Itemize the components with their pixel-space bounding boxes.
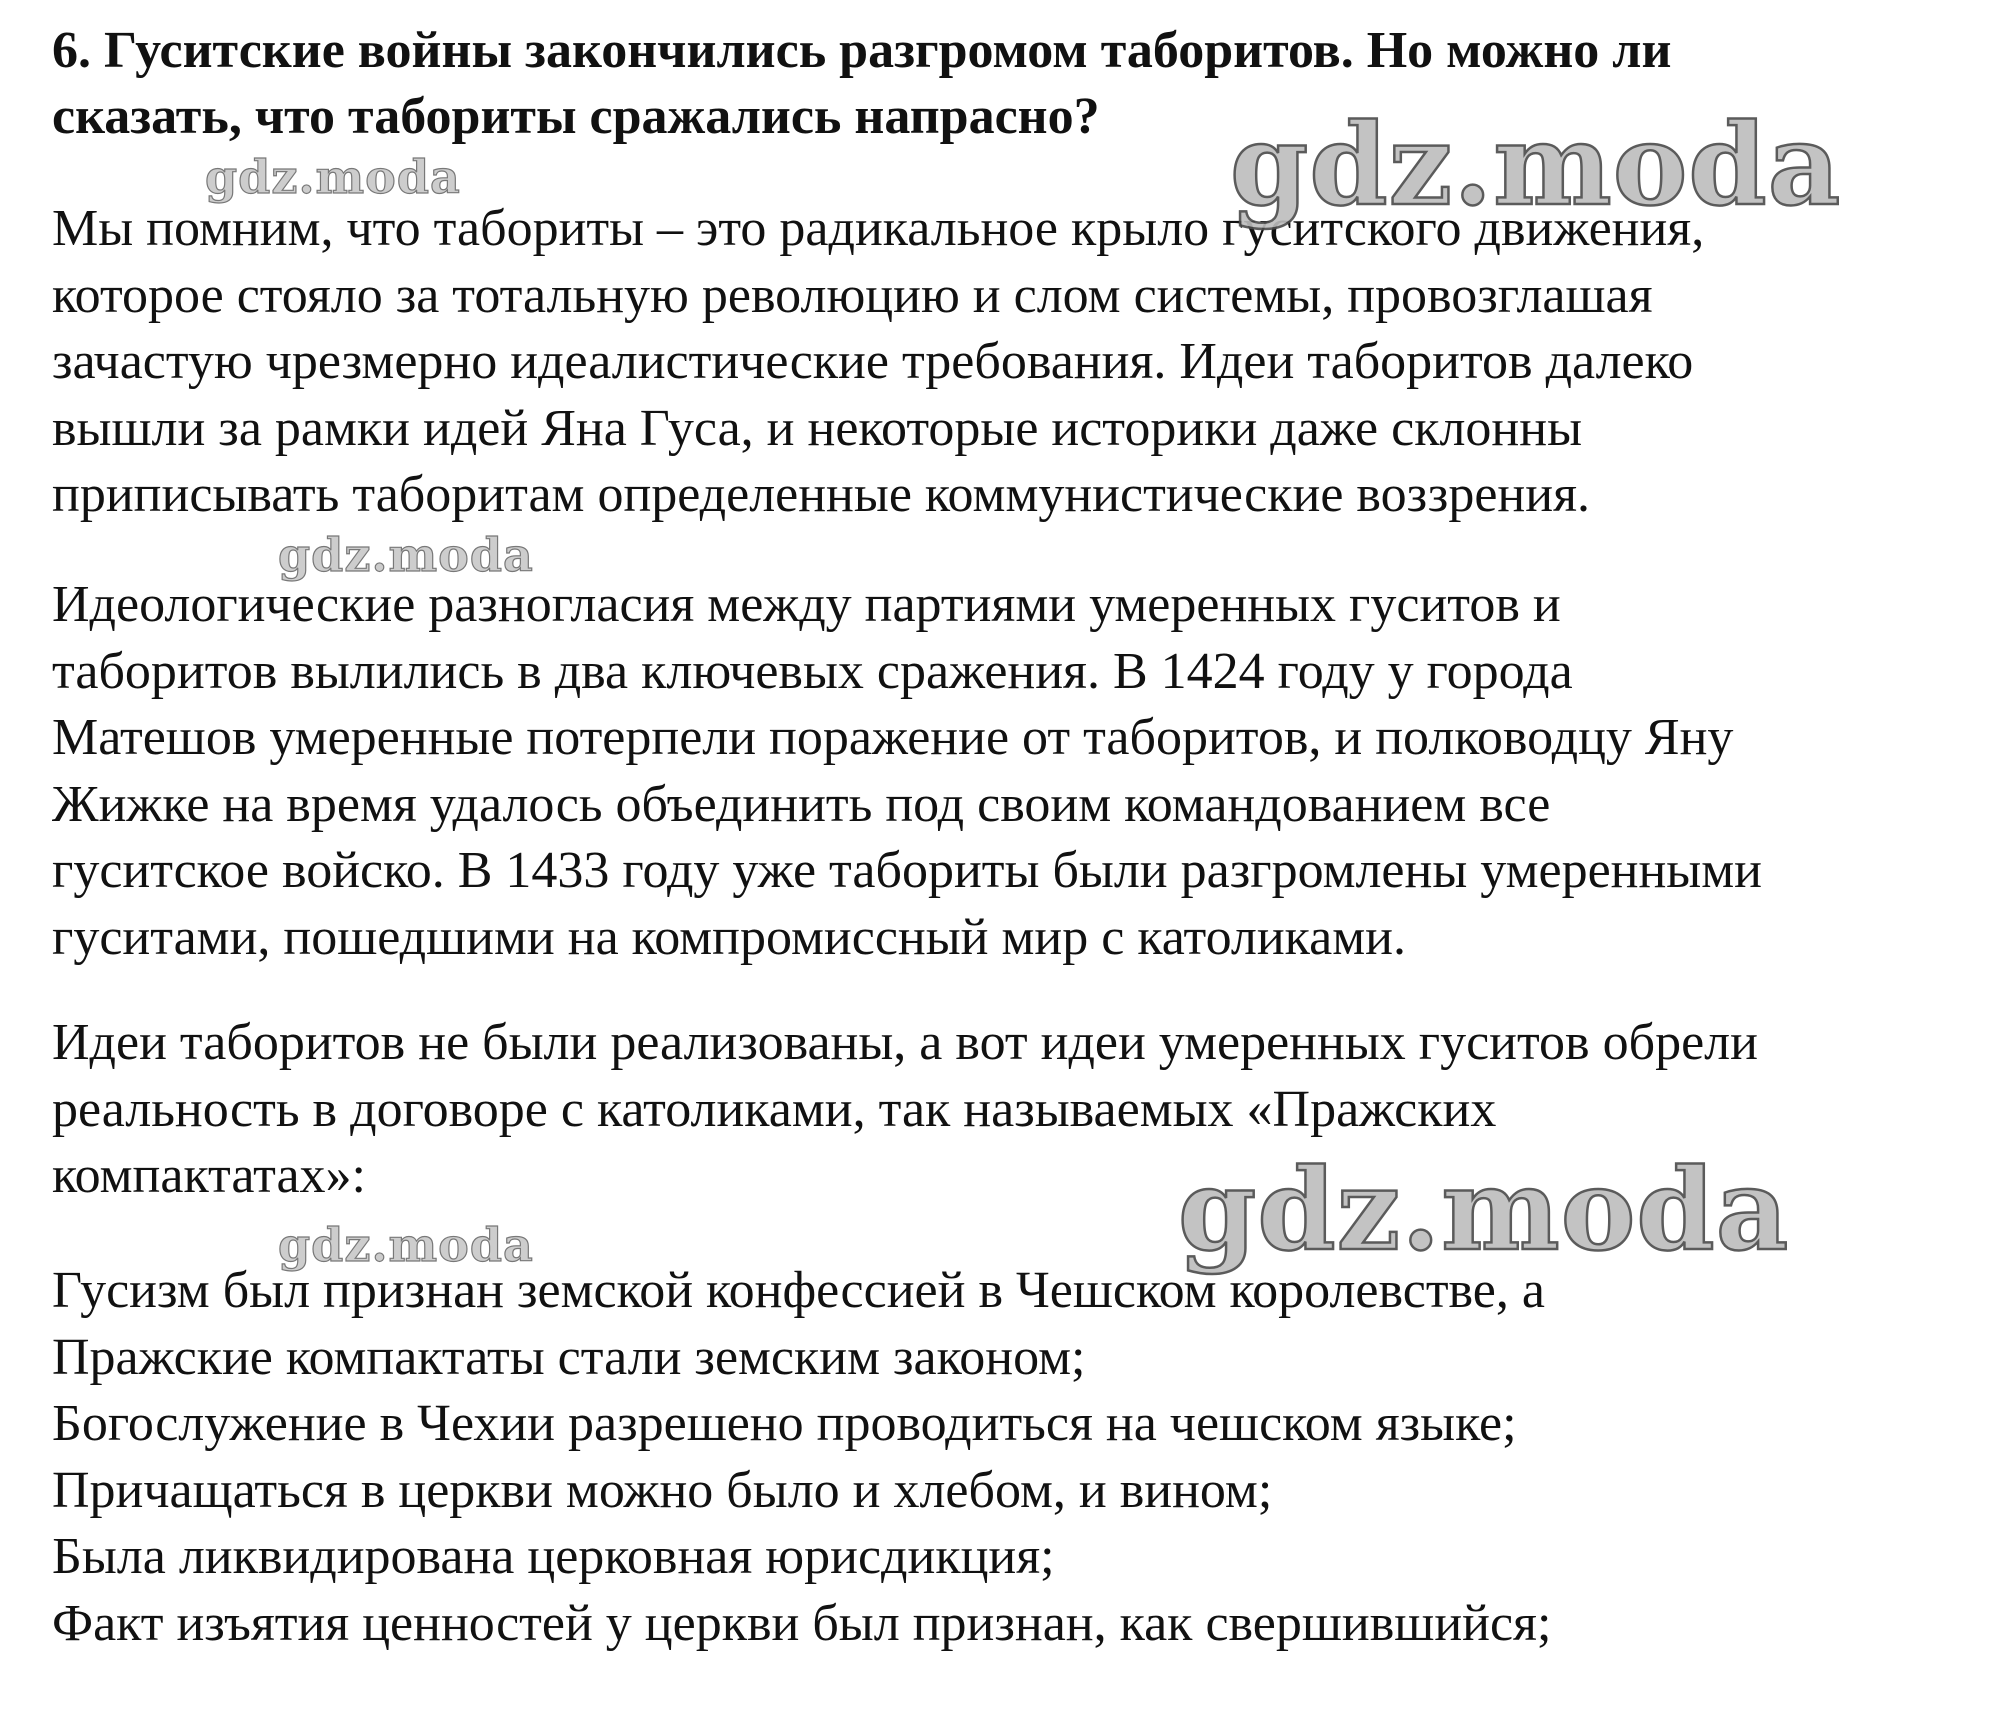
list-line: Была ликвидирована церковная юрисдикция; [52, 1528, 1055, 1585]
list-line: Причащаться в церкви можно было и хлебом, и вином; [52, 1461, 1273, 1519]
watermark-logo: gdz.moda [1230, 100, 1842, 231]
text-line: Идеи таборитов не были реализованы, а вот идеи умеренных гуситов обрели [52, 1014, 1758, 1071]
watermark-logo: gdz.moda [278, 528, 534, 582]
watermark-logo: gdz.moda [1178, 1145, 1790, 1276]
heading-line-1: 6. Гуситские войны закончились разгромом таборитов. Но можно ли [52, 22, 1672, 79]
paragraph-taborites-description [52, 196, 2002, 529]
heading-line-2: сказать, что табориты сражались напрасно? [52, 88, 1100, 145]
paragraph-compacts-list [52, 1258, 2002, 1657]
text-line: Мы помним, что табориты – это радикальное крыло гуситского движения, [52, 200, 1705, 257]
text-line: Идеологические разногласия между партиями умеренных гуситов и [52, 576, 1561, 633]
text-line: гуситское войско. В 1433 году уже табориты были разгромлены умеренными [52, 842, 1762, 899]
list-line: Гусизм был признан земской конфессией в Чешском королевстве, а [52, 1262, 1545, 1319]
text-line: таборитов вылились в два ключевых сражения. В 1424 году у города [52, 642, 1573, 700]
text-line: компактатах»: [52, 1147, 367, 1204]
watermark-logo: gdz.moda [278, 1218, 534, 1272]
text-line: Жижке на время удалось объединить под своим командованием все [52, 775, 1551, 833]
text-line: Матешов умеренные потерпели поражение от таборитов, и полководцу Яну [52, 709, 1734, 766]
list-line: Богослужение в Чехии разрешено проводиться на чешском языке; [52, 1395, 1517, 1452]
text-line: которое стояло за тотальную революцию и слом системы, провозглашая [52, 266, 1653, 324]
text-line: приписывать таборитам определенные коммунистические воззрения. [52, 466, 1590, 523]
watermark-logo: gdz.moda [205, 150, 461, 204]
list-line: Пражские компактаты стали земским законом; [52, 1328, 1086, 1386]
paragraph-battles [52, 572, 2002, 971]
text-line: вышли за рамки идей Яна Гуса, и некоторые историки даже склонны [52, 399, 1583, 457]
text-line: гуситами, пошедшими на компромиссный мир с католиками. [52, 908, 1406, 966]
list-line: Факт изъятия ценностей у церкви был признан, как свершившийся; [52, 1594, 1552, 1652]
text-line: реальность в договоре с католиками, так называемых «Пражских [52, 1080, 1497, 1138]
text-line: зачастую чрезмерно идеалистические требования. Идеи таборитов далеко [52, 333, 1694, 390]
